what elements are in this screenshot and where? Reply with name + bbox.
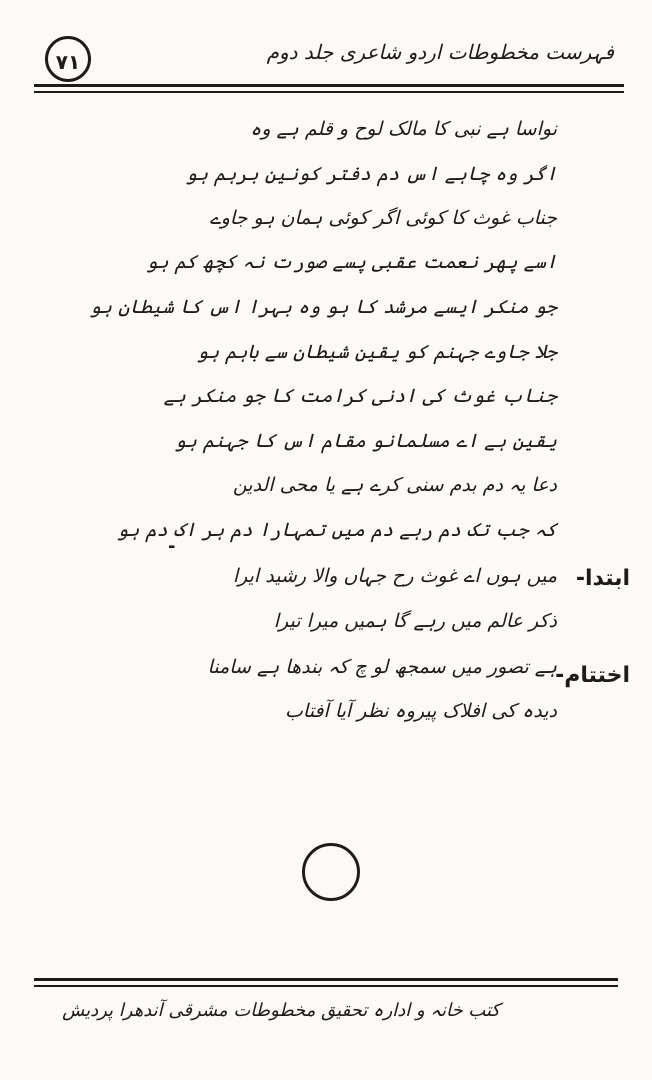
footer-rule-top <box>34 978 618 981</box>
closing-label <box>540 663 630 688</box>
page-header-title: فہرست مخطوطات اردو شاعری جلد دوم <box>266 40 614 64</box>
closing-label-dash: - <box>555 663 565 688</box>
verse-line-9: دعا یہ دم بدم سنی کرے ہے یا محی الدین <box>232 474 557 496</box>
footer-rule-bottom <box>34 985 618 987</box>
closing-line-1: ہے تصور میں سمجھ لو چ کہ بندھا ہے سامنا <box>207 656 557 678</box>
opening-label <box>540 566 630 591</box>
closing-line-2: دیدہ کی افلاک پیروہ نظر آیا آفتاب <box>285 700 557 722</box>
page-number-circle <box>45 36 91 82</box>
end-ornament-circle <box>302 843 360 901</box>
verse-line-10: کہ جب تک دم رہے دم میں تمہارا دم ہر اک دم ہو <box>117 519 557 541</box>
opening-label-text: ابتدا <box>584 566 630 591</box>
footer-text: کتب خانہ و ادارہ تحقیق مخطوطات مشرقی آندھرا پردیش <box>62 1000 500 1021</box>
closing-label-text: اختتام <box>564 663 630 688</box>
verse-line-7: جناب غوث کی ادنی کرامت کا جو منکر ہے <box>163 385 557 407</box>
opening-line-1: میں ہوں اے غوث رح جہاں والا رشید ایرا <box>232 565 557 587</box>
verse-line-6: جلا جاوے جہنم کو یقین شیطان سے باہم ہو <box>196 341 557 363</box>
verse-line-3: جناب غوث کا کوئی اگر کوئی ہمان ہو جاوے <box>209 207 557 229</box>
opening-label-dash: - <box>575 566 585 591</box>
dash-mark: - <box>168 536 176 557</box>
verse-line-4: اسے پھر نعمت عقبی پسے صورت نہ کچھ کم ہو <box>146 251 557 273</box>
verse-line-1: نواسا ہے نبی کا مالک لوح و قلم ہے وہ <box>250 118 557 140</box>
header-rule-top <box>34 84 624 87</box>
header-rule-bottom <box>34 91 624 93</box>
verse-line-5: جو منکر ایسے مرشد کا ہو وہ بہرا اس کا شیطان ہو <box>89 296 557 318</box>
verse-line-2: اگر وہ چاہے اس دم دفتر کونین برہم ہو <box>185 163 557 185</box>
verse-line-8: یقین ہے اے مسلمانو مقام اس کا جہنم ہو <box>174 430 557 452</box>
opening-line-2: ذکر عالم میں رہے گا ہمیں میرا تیرا <box>273 610 557 632</box>
page-number: ۷۱ <box>55 50 81 74</box>
